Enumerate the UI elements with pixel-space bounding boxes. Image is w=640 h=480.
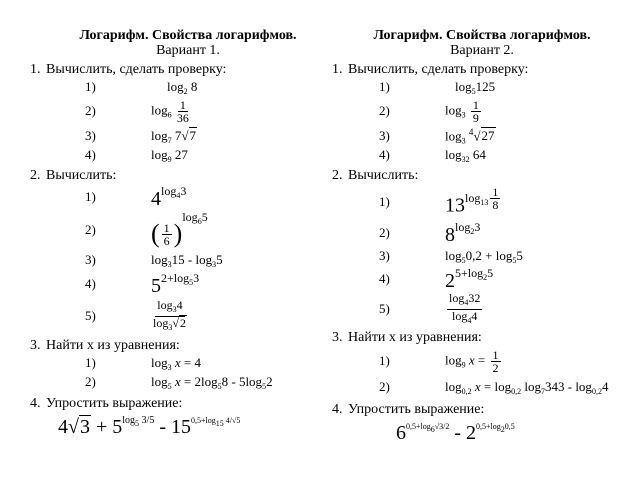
task-4-expression: $6^{0,5+log_6√3/2} - 2^{0,5+log_20,5}$	[396, 421, 515, 444]
task-2-item: 5) $\frac{\log_34}{\log_3√2}$	[85, 297, 186, 332]
task-2-item: 2) $8^{log_23}$	[379, 219, 481, 246]
variant-2-column	[332, 28, 632, 448]
task-4-heading: 4. Упростить выражение:	[332, 402, 485, 417]
task-2-item: 1) $4^{log_43}$	[85, 183, 187, 210]
task-4-expression: $4√3 + 5^{log_5 3/5} - 15^{0,5+log_{15} 4/√5}$	[58, 415, 241, 438]
task-3-item: 2) $\log_{0,2} x = \log_{0,2} \log_7343 - \log_{0,2}4$	[379, 378, 609, 396]
task-3-heading: 3. Найти x из уравнения:	[30, 338, 180, 353]
task-1-item: 2) $\log_6$ $\frac{1}{36}$	[85, 97, 189, 125]
task-4-heading: 4. Упростить выражение:	[30, 396, 183, 411]
task-1-item: 3) $\log_3 ^4√27$	[379, 126, 495, 146]
task-2-item: 5) $\frac{\log_432}{\log_44}$	[379, 290, 481, 325]
page-title: Логарифм. Свойства логарифмов.	[79, 28, 297, 43]
page-title: Логарифм. Свойства логарифмов.	[373, 28, 591, 43]
task-1-item: 2) $\log_3$ $\frac{1}{9}$	[379, 97, 479, 125]
task-3-item: 2) $\log_5 x = 2\log_58 - 5\log_52$	[85, 373, 273, 391]
task-3-heading: 3. Найти x из уравнения:	[332, 330, 482, 345]
task-2-item: 3) $\log_315 - \log_35$	[85, 251, 223, 269]
task-2-item: 2) ( $\frac{1}{6}$ )$^{log_65}$	[85, 210, 208, 249]
task-1-heading: 1. Вычислить, сделать проверку:	[30, 62, 227, 77]
task-1-item: 1) $\log_2 8$	[85, 78, 198, 96]
task-2-heading: 2. Вычислить:	[332, 168, 419, 183]
task-1-heading: 1. Вычислить, сделать проверку:	[332, 62, 529, 77]
task-1-item: 1) $\log_5125$	[379, 78, 496, 96]
task-2-item: 1) $13^{log_{13} \frac{1}{8}}$	[379, 185, 499, 217]
task-2-item: 4) $5^{2+log_53}$	[85, 270, 200, 297]
variant-label: Вариант 2.	[450, 43, 514, 58]
task-1-item: 4) $\log_9 27$	[85, 146, 188, 164]
task-1-item: 4) $\log_{32} 64$	[379, 146, 486, 164]
task-2-heading: 2. Вычислить:	[30, 168, 117, 183]
task-2-item: 3) $\log_50,2 + \log_55$	[379, 247, 523, 265]
task-1-item: 3) $\log_7 7√7$	[85, 127, 197, 145]
task-3-item: 1) $\log_9 x$ = $\frac{1}{2}$	[379, 347, 499, 375]
task-3-item: 1) $\log_3 x = 4$	[85, 354, 201, 372]
variant-label: Вариант 1.	[156, 43, 220, 58]
task-2-item: 4) $2^{5+log_25}$	[379, 265, 494, 292]
variant-1-column	[30, 28, 338, 442]
